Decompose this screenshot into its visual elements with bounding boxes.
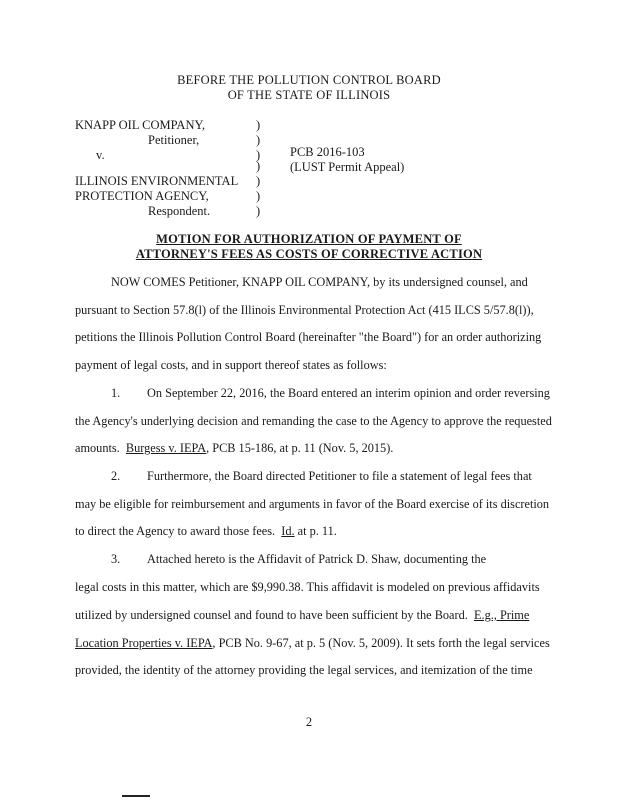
- caption-paren: ): [256, 118, 261, 132]
- case-citation: E.g., Prime: [473, 608, 530, 622]
- text-run: to direct the Agency to award those fees.: [75, 524, 276, 538]
- caption-paren: ): [256, 174, 261, 188]
- text-run: at p. 11.: [294, 524, 337, 538]
- paragraph-line: provided, the identity of the attorney providing the legal services, and itemization of the time: [75, 663, 533, 677]
- court-name-line-2: OF THE STATE OF ILLINOIS: [227, 88, 391, 102]
- text-run: , PCB No. 9-67, at p. 5 (Nov. 5, 2009). It sets forth the legal services: [212, 636, 550, 650]
- caption-paren: ): [256, 204, 261, 218]
- paragraph-line: the Agency's underlying decision and remanding the case to the Agency to approve the requested: [75, 414, 552, 428]
- text-run: utilized by undersigned counsel and found to have been sufficient by the Board.: [75, 608, 468, 622]
- paragraph-number: 3.: [111, 552, 121, 566]
- paragraph-line: Furthermore, the Board directed Petitioner to file a statement of legal fees that: [147, 469, 532, 483]
- paragraph-line: [75, 524, 337, 539]
- paragraph-line: [75, 608, 529, 623]
- case-citation: Burgess v. IEPA: [125, 441, 207, 455]
- paragraph-line: may be eligible for reimbursement and arguments in favor of the Board exercise of its discretion: [75, 497, 550, 511]
- case-type: (LUST Permit Appeal): [290, 160, 405, 174]
- case-citation: Id.: [281, 524, 295, 538]
- text-run: , PCB 15-186, at p. 11 (Nov. 5, 2015).: [206, 441, 394, 455]
- respondent-role: Respondent.: [148, 204, 211, 218]
- paragraph-line: [75, 441, 393, 456]
- respondent-name-1: ILLINOIS ENVIRONMENTAL: [75, 174, 239, 188]
- case-number: PCB 2016-103: [290, 145, 365, 159]
- case-citation: Location Properties v. IEPA: [75, 636, 213, 650]
- intro-line: pursuant to Section 57.8(l) of the Illinois Environmental Protection Act (415 ILCS 5/57.8(l)),: [75, 303, 534, 317]
- scan-mark: [122, 795, 150, 797]
- petitioner-name: KNAPP OIL COMPANY,: [75, 118, 206, 132]
- intro-line: payment of legal costs, and in support thereof states as follows:: [75, 358, 387, 372]
- intro-line: petitions the Illinois Pollution Control Board (hereinafter "the Board") for an order authorizing: [75, 330, 542, 344]
- caption-paren: ): [256, 148, 261, 162]
- petitioner-role: Petitioner,: [148, 133, 200, 147]
- motion-title-line-2: ATTORNEY'S FEES AS COSTS OF CORRECTIVE ACTION: [135, 247, 483, 261]
- caption-paren: ): [256, 133, 261, 147]
- court-name-line-1: BEFORE THE POLLUTION CONTROL BOARD: [177, 73, 441, 87]
- page-number: 2: [305, 715, 313, 729]
- paragraph-line: legal costs in this matter, which are $9,990.38. This affidavit is modeled on previous affidavits: [75, 580, 540, 594]
- paragraph-line: Attached hereto is the Affidavit of Patrick D. Shaw, documenting the: [147, 552, 487, 566]
- versus: v.: [96, 148, 105, 162]
- paragraph-number: 2.: [111, 469, 121, 483]
- caption-paren: ): [256, 189, 261, 203]
- paragraph-line: On September 22, 2016, the Board entered an interim opinion and order reversing: [147, 386, 550, 400]
- paragraph-number: 1.: [111, 386, 121, 400]
- text-run: amounts.: [75, 441, 120, 455]
- caption-paren: ): [256, 159, 261, 173]
- intro-line: NOW COMES Petitioner, KNAPP OIL COMPANY, by its undersigned counsel, and: [111, 275, 528, 289]
- paragraph-line: [75, 636, 550, 651]
- respondent-name-2: PROTECTION AGENCY,: [75, 189, 209, 203]
- motion-title-line-1: MOTION FOR AUTHORIZATION OF PAYMENT OF: [156, 232, 462, 246]
